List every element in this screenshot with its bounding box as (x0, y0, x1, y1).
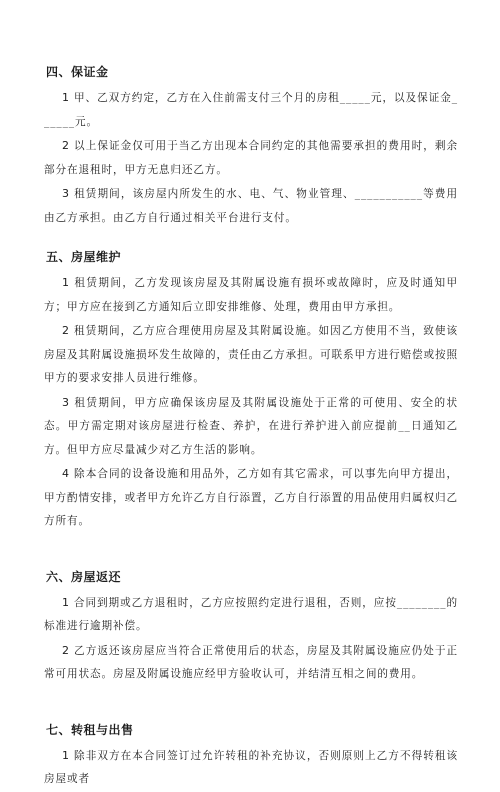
clause-number: 3 (62, 187, 70, 200)
section-return (44, 569, 458, 687)
clause-text: 乙方返还该房屋应当符合正常使用后的状态，房屋及其附属设施应仍处于正常可用状态。房屋及附属设施应经甲方验收认可，并结清互相之间的费用。 (44, 644, 458, 680)
clause-paragraph (44, 391, 458, 463)
section-heading: 七、转租与出售 (46, 722, 134, 737)
section-heading: 四、保证金 (46, 65, 109, 79)
clause-number: 3 (62, 395, 70, 409)
clause-text: 租赁期间，乙方发现该房屋及其附属设施有损坏或故障时，应及时通知甲方；甲方应在接到乙方通知后立即安排维修、处理，费用由甲方承担。 (44, 277, 458, 313)
section-heading: 六、房屋返还 (46, 569, 122, 584)
section-deposit (44, 64, 458, 230)
clause-text: 以上保证金仅可用于当乙方出现本合同约定的其他需要承担的费用时，剩余部分在退租时，甲方无息归还乙方。 (44, 140, 458, 176)
clause-number: 2 (62, 139, 70, 152)
section-heading: 五、房屋维护 (46, 250, 122, 264)
clause-text: 租赁期间，甲方应确保该房屋及其附属设施处于正常的可使用、安全的状态。甲方需定期对该房屋进行检查、养护，在进行养护进入前应提前__日通知乙方。但甲方应尽量减少对乙方生活的影响。 (44, 396, 458, 456)
clause-number: 1 (62, 595, 70, 609)
clause-paragraph (44, 134, 458, 182)
clause-text: 除本合同的设备设施和用品外，乙方如有其它需求，可以事先向甲方提出，甲方酌情安排，或者甲方允许乙方自行添置，乙方自行添置的用品使用归属权归乙方所有。 (44, 468, 458, 527)
clause-number: 4 (62, 467, 70, 480)
section-sublet (44, 722, 458, 792)
clause-paragraph (44, 319, 458, 391)
clause-text: 租赁期间，乙方应合理使用房屋及其附属设施。如因乙方使用不当，致使该房屋及其附属设施损坏发生故障的，责任由乙方承担。可联系甲方进行赔偿或按照甲方的要求安排人员进行维修。 (44, 325, 458, 384)
clause-text: 除非双方在本合同签订过允许转租的补充协议，否则原则上乙方不得转租该房屋或者 (44, 749, 458, 785)
contract-page (44, 64, 458, 792)
clause-number: 1 (62, 276, 70, 289)
clause-paragraph (44, 86, 458, 134)
clause-paragraph (44, 271, 458, 319)
clause-paragraph (44, 591, 458, 639)
clause-text: 合同到期或乙方退租时，乙方应按照约定进行退租，否则，应按________的标准进行逾期补偿。 (44, 596, 458, 632)
clause-number: 1 (62, 748, 70, 762)
clause-paragraph (44, 744, 458, 792)
clause-paragraph (44, 182, 458, 230)
clause-number: 1 (62, 91, 70, 104)
section-maintenance (44, 249, 458, 534)
clause-text: 甲、乙双方约定，乙方在入住前需支付三个月的房租_____元，以及保证金______元。 (44, 92, 458, 128)
clause-number: 2 (62, 324, 70, 337)
clause-paragraph (44, 462, 458, 534)
clause-text: 租赁期间，该房屋内所发生的水、电、气、物业管理、___________等费用由乙方承担。由乙方自行通过相关平台进行支付。 (44, 188, 458, 224)
clause-number: 2 (62, 643, 70, 657)
clause-paragraph (44, 639, 458, 687)
